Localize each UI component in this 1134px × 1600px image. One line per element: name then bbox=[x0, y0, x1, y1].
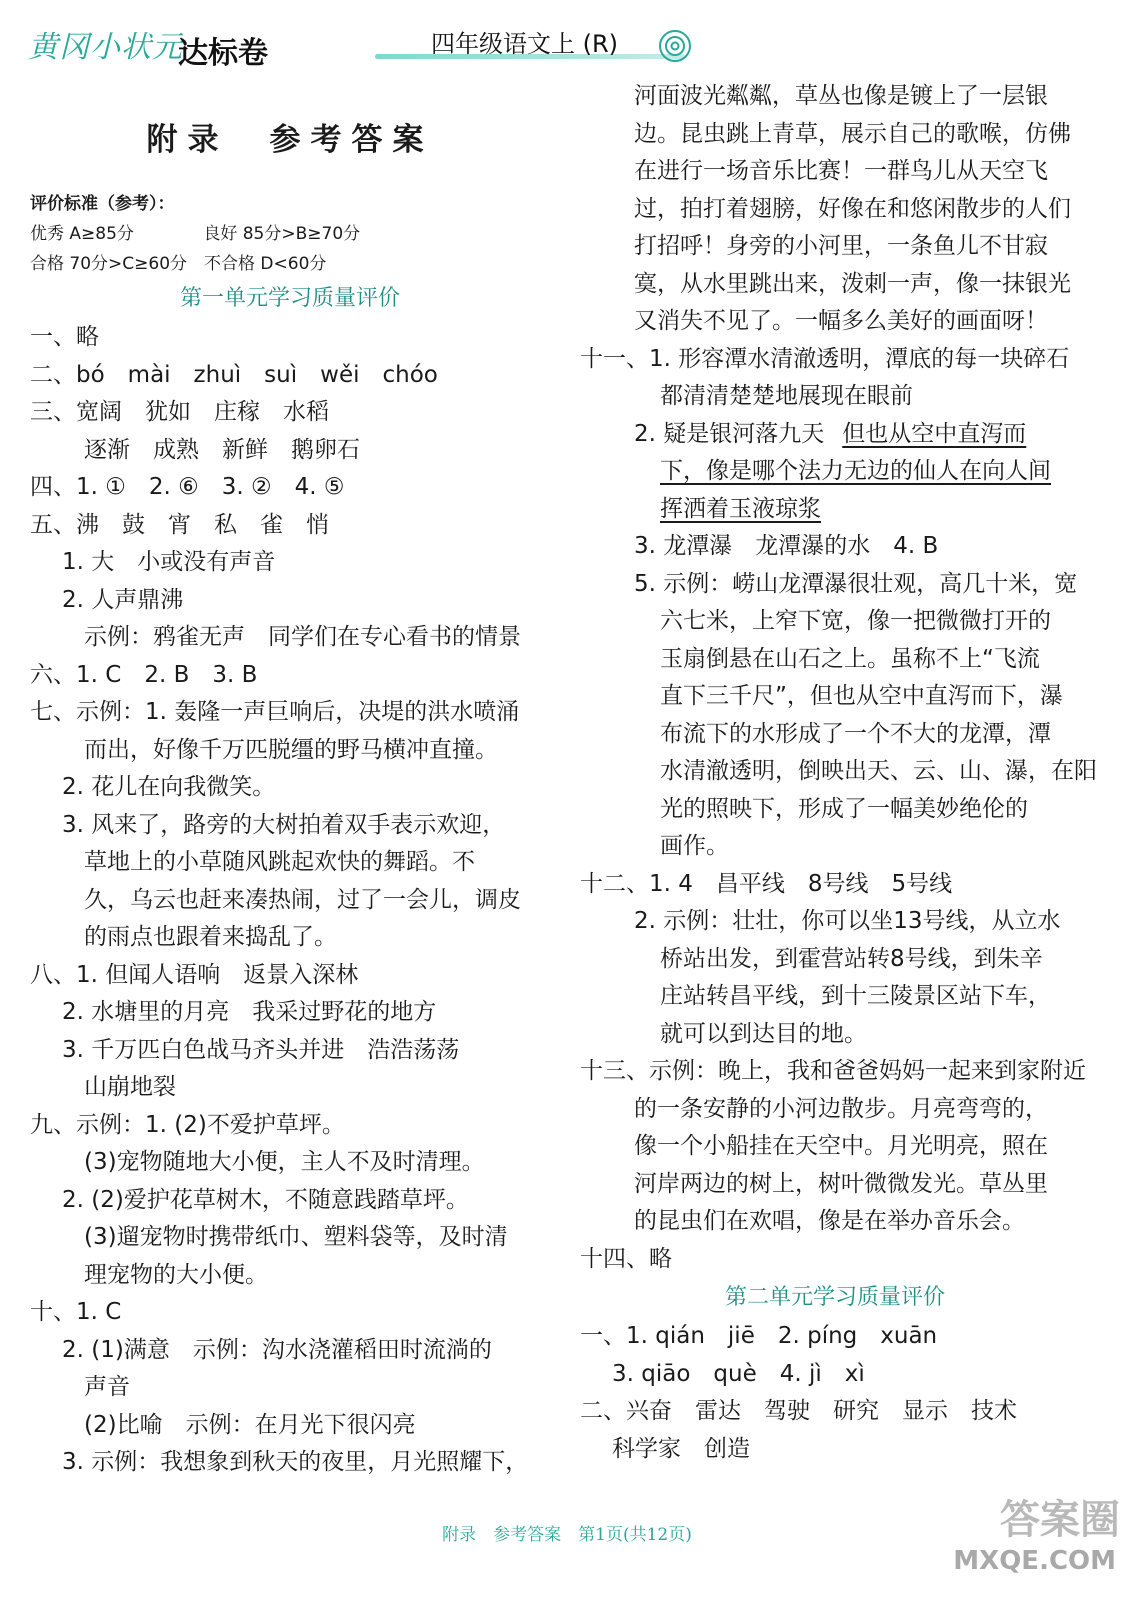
answer-line: 像一个小船挂在天空中。月光明亮，照在 bbox=[634, 1133, 1048, 1159]
answer-line: 十三、示例：晚上，我和爸爸妈妈一起来到家附近 bbox=[580, 1058, 1086, 1084]
answer-line: 五、沸 鼓 宵 私 雀 悄 bbox=[30, 511, 329, 538]
underlined-answer: 下，像是哪个法力无边的仙人在向人间 bbox=[660, 458, 1051, 484]
answer-line: 科学家 创造 bbox=[612, 1435, 750, 1462]
brand-logo: 黄冈小状元 bbox=[28, 30, 183, 65]
answer-line: 画作。 bbox=[660, 833, 729, 859]
answer-line: 二、兴奋 雷达 驾驶 研究 显示 技术 bbox=[580, 1398, 1017, 1424]
answer-line: 久，乌云也赶来凑热闹，过了一会儿，调皮 bbox=[84, 886, 521, 913]
series-title: 达标卷 bbox=[178, 36, 268, 71]
answer-line: 在进行一场音乐比赛！一群鸟儿从天空飞 bbox=[634, 158, 1048, 184]
answer-line: 草地上的小草随风跳起欢快的舞蹈。不 bbox=[84, 849, 475, 875]
answer-line: 一、略 bbox=[30, 324, 99, 350]
answer-line: 九、示例：1. (2)不爱护草坪。 bbox=[30, 1111, 345, 1138]
answer-line: 十二、1. 4 昌平线 8号线 5号线 bbox=[580, 870, 953, 897]
answer-line: 七、示例：1. 轰隆一声巨响后，决堤的洪水喷涌 bbox=[30, 699, 520, 725]
answer-line: 的雨点也跟着来捣乱了。 bbox=[84, 924, 337, 950]
grade-label: 四年级语文上 (R) bbox=[431, 30, 619, 58]
answer-line: 都清清楚楚地展现在眼前 bbox=[660, 383, 913, 409]
answer-line: 就可以到达目的地。 bbox=[660, 1020, 867, 1047]
answer-line: 打招呼！身旁的小河里，一条鱼儿不甘寂 bbox=[634, 233, 1048, 259]
answer-line: 又消失不见了。一幅多么美好的画面呀！ bbox=[634, 308, 1048, 334]
answer-line: 六七米，上窄下宽，像一把微微打开的 bbox=[660, 608, 1051, 634]
answer-line: 2. 水塘里的月亮 我采过野花的地方 bbox=[62, 999, 437, 1025]
answer-line: 5. 示例：崂山龙潭瀑很壮观，高几十米，宽 bbox=[634, 570, 1078, 597]
answer-line: 桥站出发，到霍营站转8号线，到朱辛 bbox=[660, 945, 1043, 972]
answer-line: (3)宠物随地大小便，主人不及时清理。 bbox=[84, 1149, 485, 1175]
grade-excellent: 优秀 A≥85分 bbox=[30, 224, 134, 244]
answer-line: 3. 千万匹白色战马齐头并进 浩浩荡荡 bbox=[62, 1036, 460, 1063]
answer-line: 二、bó mài zhuì suì wěi chóo bbox=[30, 361, 438, 388]
answer-line: (2)比喻 示例：在月光下很闪亮 bbox=[84, 1411, 416, 1438]
answer-line: (3)遛宠物时携带纸巾、塑料袋等，及时清 bbox=[84, 1224, 508, 1250]
answer-line: 山崩地裂 bbox=[84, 1074, 176, 1100]
answer-line: 河面波光粼粼，草丛也像是镀上了一层银 bbox=[634, 83, 1048, 109]
answer-line: 3. 龙潭瀑 龙潭瀑的水 4. B bbox=[634, 533, 939, 559]
answer-line: 而出，好像千万匹脱缰的野马横冲直撞。 bbox=[84, 736, 498, 763]
answer-line bbox=[580, 416, 1090, 454]
answer-line: 3. 示例：我想象到秋天的夜里，月光照耀下， bbox=[62, 1449, 529, 1475]
unit2-title: 第二单元学习质量评价 bbox=[724, 1285, 945, 1310]
grade-banner bbox=[375, 24, 695, 64]
grading-label: 评价标准（参考）： bbox=[30, 194, 175, 214]
answer-line: 过，拍打着翅膀，好像在和悠闲散步的人们 bbox=[634, 195, 1071, 222]
answer-line: 庄站转昌平线，到十三陵景区站下车， bbox=[660, 983, 1051, 1009]
answer-line: 逐渐 成熟 新鲜 鹅卵石 bbox=[84, 436, 360, 463]
page-title: 附录 参考答案 bbox=[146, 122, 434, 158]
answer-line: 理宠物的大小便。 bbox=[84, 1261, 268, 1288]
answer-line: 布流下的水形成了一个不大的龙潭，潭 bbox=[660, 720, 1051, 747]
grading-line-2: 合格 70分>C≥60分 不合格 D<60分 bbox=[30, 254, 327, 274]
answer-line: 光的照映下，形成了一幅美妙绝伦的 bbox=[660, 795, 1028, 822]
right-column bbox=[580, 78, 1097, 1468]
answer-line: 八、1. 但闻人语响 返景入深林 bbox=[30, 961, 359, 988]
answer-line: 示例：鸦雀无声 同学们在专心看书的情景 bbox=[84, 624, 521, 650]
page-footer: 附录 参考答案 第1页(共12页) bbox=[442, 1525, 692, 1545]
underlined-answer: 挥洒着玉液琼浆 bbox=[660, 495, 821, 522]
answer-line: 河岸两边的树上，树叶微微发光。草丛里 bbox=[634, 1170, 1048, 1197]
poem-line: 2. 疑是银河落九天 bbox=[634, 420, 825, 447]
answer-line: 直下三千尺”，但也从空中直泻而下，瀑 bbox=[660, 683, 1063, 709]
answer-line: 三、宽阔 犹如 庄稼 水稻 bbox=[30, 399, 329, 425]
unit1-title: 第一单元学习质量评价 bbox=[179, 286, 400, 311]
grading-line-1 bbox=[30, 219, 550, 249]
answer-line: 四、1. ① 2. ⑥ 3. ② 4. ⑤ bbox=[30, 474, 345, 500]
answer-line: 玉扇倒悬在山石之上。虽称不上“飞流 bbox=[660, 645, 1040, 672]
answer-line: 3. 风来了，路旁的大树拍着双手表示欢迎， bbox=[62, 811, 506, 838]
answer-line: 2. (2)爱护花草树木，不随意践踏草坪。 bbox=[62, 1186, 469, 1213]
answer-line: 2. 人声鼎沸 bbox=[62, 586, 184, 613]
underlined-answer: 但也从空中直泻而 bbox=[842, 420, 1027, 447]
answer-line: 十四、略 bbox=[580, 1245, 672, 1272]
grade-good: 良好 85分>B≥70分 bbox=[203, 224, 361, 244]
page-header bbox=[0, 0, 1134, 80]
answer-line: 的昆虫们在欢唱，像是在举办音乐会。 bbox=[634, 1208, 1025, 1234]
answer-line: 2. 示例：壮壮，你可以坐13号线，从立水 bbox=[634, 908, 1061, 934]
watermark-logo: 答案圈 bbox=[1000, 1497, 1120, 1543]
answer-line: 水清澈透明，倒映出天、云、山、瀑，在阳 bbox=[660, 758, 1097, 784]
watermark-url: MXQE.COM bbox=[953, 1546, 1116, 1576]
answer-line: 边。昆虫跳上青草，展示自己的歌喉，仿佛 bbox=[634, 120, 1071, 147]
answer-line: 的一条安静的小河边散步。月亮弯弯的， bbox=[634, 1095, 1048, 1122]
answer-line: 声音 bbox=[84, 1374, 130, 1400]
left-column bbox=[30, 70, 550, 1482]
watermark bbox=[930, 1488, 1120, 1588]
answer-line: 十、1. C bbox=[30, 1299, 122, 1325]
answer-line: 3. qiāo què 4. jì xì bbox=[612, 1360, 865, 1387]
answer-line: 寞，从水里跳出来，泼刺一声，像一抹银光 bbox=[634, 270, 1071, 297]
answer-line: 2. (1)满意 示例：沟水浇灌稻田时流淌的 bbox=[62, 1336, 492, 1363]
answer-line: 一、1. qián jiē 2. píng xuān bbox=[580, 1323, 938, 1349]
answer-line: 2. 花儿在向我微笑。 bbox=[62, 774, 276, 800]
answer-line: 1. 大 小或没有声音 bbox=[62, 549, 276, 575]
answer-line: 十一、1. 形容潭水清澈透明，潭底的每一块碎石 bbox=[580, 345, 1070, 372]
answer-line: 六、1. C 2. B 3. B bbox=[30, 661, 258, 688]
swirl-icon bbox=[657, 28, 693, 64]
